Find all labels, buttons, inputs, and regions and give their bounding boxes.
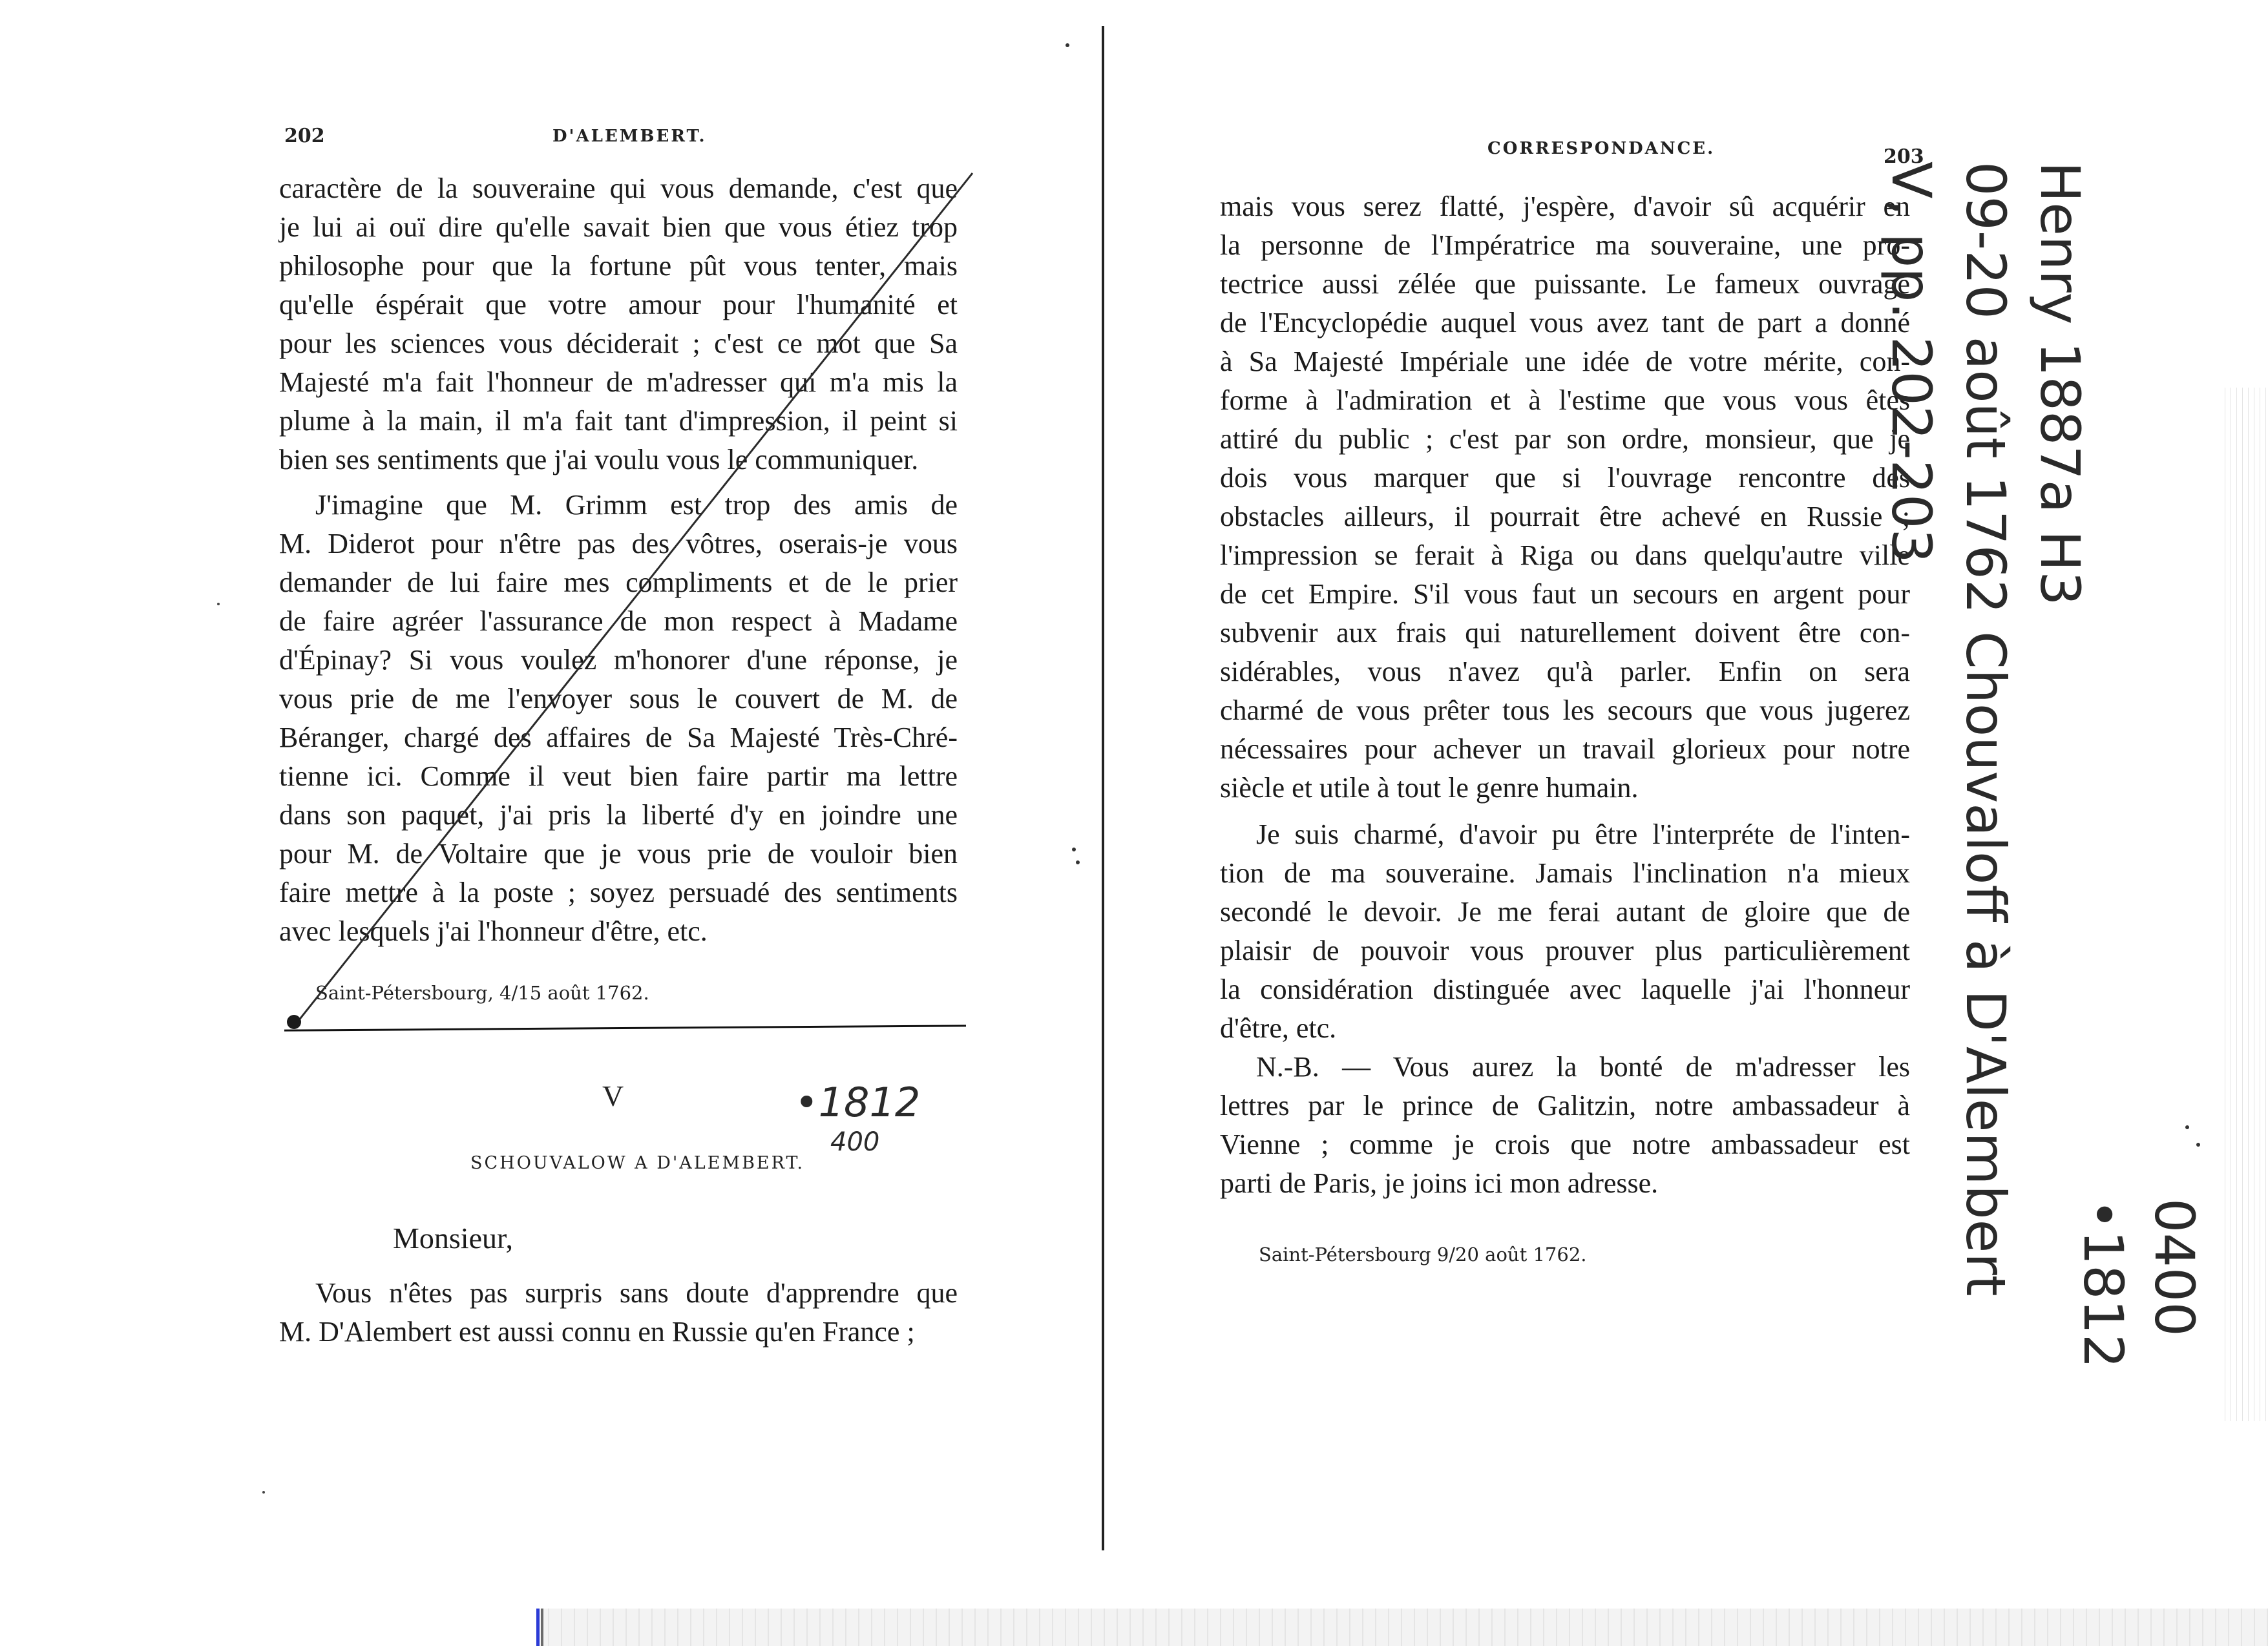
handwritten-sub-number: 400 bbox=[830, 1127, 880, 1157]
text-line: attiré du public ; c'est par son ordre, monsieur, que je bbox=[1220, 423, 1910, 455]
text-line: parti de Paris, je joins ici mon adresse. bbox=[1220, 1167, 1659, 1199]
text-line: plume à la main, il m'a fait tant d'impression, il peint si bbox=[279, 405, 958, 437]
text-line: J'imagine que M. Grimm est trop des amis de bbox=[315, 489, 958, 521]
handwritten-number: •1812 bbox=[795, 1079, 921, 1126]
marginal-line: V, pp. 202-203 bbox=[1880, 161, 1943, 563]
text-line: sidérables, vous n'avez qu'à parler. Enfin on sera bbox=[1220, 656, 1910, 687]
text-line: qu'elle éspérait que votre amour pour l'humanité et bbox=[279, 289, 958, 320]
text-line: faire mettre à la poste ; soyez persuadé des sentiments bbox=[279, 877, 958, 908]
text-line: tienne ici. Comme il veut bien faire partir ma lettre bbox=[279, 760, 958, 792]
text-line: siècle et utile à tout le genre humain. bbox=[1220, 772, 1639, 804]
text-line: l'impression se ferait à Riga ou dans quelqu'autre ville bbox=[1220, 539, 1910, 571]
marginal-line: 09-20 août 1762 Chouvaloff à D'Alembert bbox=[1954, 161, 2017, 1297]
text-line: dans son paquet, j'ai pris la liberté d'y en joindre une bbox=[279, 799, 958, 831]
text-line: N.-B. — Vous aurez la bonté de m'adresser les bbox=[1256, 1051, 1910, 1083]
salutation: Monsieur, bbox=[393, 1222, 513, 1255]
speck bbox=[217, 603, 220, 605]
left-running-head: D'ALEMBERT. bbox=[552, 127, 707, 146]
text-line: tion de ma souveraine. Jamais l'inclination n'a mieux bbox=[1220, 857, 1910, 889]
text-line: mais vous serez flatté, j'espère, d'avoir sû acquérir en bbox=[1220, 191, 1910, 222]
ink-blot bbox=[287, 1015, 301, 1029]
text-line: de faire agréer l'assurance de mon respect à Madame bbox=[279, 605, 958, 637]
text-line: M. D'Alembert est aussi connu en Russie qu'en France ; bbox=[279, 1316, 915, 1348]
text-line: Je suis charmé, d'avoir pu être l'interpréte de l'inten- bbox=[1256, 818, 1910, 850]
text-line: tectrice aussi zélée que puissante. Le fameux ouvrage bbox=[1220, 268, 1910, 300]
text-line: Béranger, chargé des affaires de Sa Majesté Très-Chré- bbox=[279, 722, 958, 753]
text-line: vous prie de me l'envoyer sous le couvert de M. de bbox=[279, 683, 958, 714]
text-line: obstacles ailleurs, il pourrait être achevé en Russie ; bbox=[1220, 501, 1910, 532]
text-line: Vienne ; comme je crois que notre ambassadeur est bbox=[1220, 1129, 1910, 1160]
speck bbox=[1076, 860, 1080, 864]
text-line: à Sa Majesté Impériale une idée de votre mérite, con- bbox=[1220, 346, 1910, 377]
text-line: demander de lui faire mes compliments et de le prier bbox=[279, 567, 958, 598]
letter-heading: SCHOUVALOW A D'ALEMBERT. bbox=[470, 1153, 805, 1173]
text-line: lettres par le prince de Galitzin, notre ambassadeur à bbox=[1220, 1090, 1910, 1121]
left-dateline: Saint-Pétersbourg, 4/15 août 1762. bbox=[315, 982, 649, 1004]
text-line: M. Diderot pour n'être pas des vôtres, oserais-je vous bbox=[279, 528, 958, 559]
text-line: la considération distinguée avec laquelle j'ai l'honneur bbox=[1220, 974, 1910, 1005]
text-line: pour M. de Voltaire que je vous prie de vouloir bien bbox=[279, 838, 958, 870]
text-line: subvenir aux frais qui naturellement doivent être con- bbox=[1220, 617, 1910, 649]
left-folio: 202 bbox=[284, 125, 325, 147]
marginal-number-line: 0400 bbox=[2143, 1198, 2206, 1337]
letter-number: V bbox=[602, 1079, 624, 1112]
right-folio: 203 bbox=[1884, 145, 1924, 168]
text-line: je lui ai ouï dire qu'elle savait bien que vous étiez trop bbox=[279, 211, 958, 243]
text-line: nécessaires pour achever un travail glorieux pour notre bbox=[1220, 733, 1910, 765]
right-running-head: CORRESPONDANCE. bbox=[1487, 139, 1716, 158]
text-line: bien ses sentiments que j'ai voulu vous le communiquer. bbox=[279, 444, 919, 475]
speck bbox=[262, 1491, 265, 1494]
text-line: secondé le devoir. Je me ferai autant de gloire que de bbox=[1220, 896, 1910, 928]
text-line: plaisir de pouvoir vous prouver plus particulièrement bbox=[1220, 935, 1910, 966]
speck bbox=[1072, 848, 1076, 851]
text-line: pour les sciences vous déciderait ; c'est ce mot que Sa bbox=[279, 328, 958, 359]
text-line: de cet Empire. S'il vous faut un secours en argent pour bbox=[1220, 578, 1910, 610]
text-line: Vous n'êtes pas surpris sans doute d'apprendre que bbox=[315, 1277, 958, 1309]
text-line: philosophe pour que la fortune pût vous tenter, mais bbox=[279, 250, 958, 282]
marginal-line: Henry 1887a H3 bbox=[2028, 161, 2092, 606]
text-line: Majesté m'a fait l'honneur de m'adresser qui m'a mis la bbox=[279, 366, 958, 398]
marginal-number-line: •1812 bbox=[2072, 1198, 2135, 1369]
speck bbox=[1066, 43, 1069, 47]
text-line: d'être, etc. bbox=[1220, 1012, 1337, 1044]
text-line: avec lesquels j'ai l'honneur d'être, etc. bbox=[279, 915, 708, 947]
text-line: caractère de la souveraine qui vous demande, c'est que bbox=[279, 172, 958, 204]
text-line: de l'Encyclopédie auquel vous avez tant de part a donné bbox=[1220, 307, 1910, 339]
text-line: forme à l'admiration et à l'estime que vous vous êtes bbox=[1220, 384, 1910, 416]
diagonal-strike-line bbox=[296, 173, 972, 1024]
text-line: d'Épinay? Si vous voulez m'honorer d'une réponse, je bbox=[279, 644, 958, 676]
right-dateline: Saint-Pétersbourg 9/20 août 1762. bbox=[1259, 1244, 1587, 1266]
speck bbox=[2196, 1143, 2200, 1147]
speck bbox=[2185, 1125, 2189, 1129]
text-line: charmé de vous prêter tous les secours que vous jugerez bbox=[1220, 694, 1910, 726]
text-line: la personne de l'Impératrice ma souveraine, une pro- bbox=[1220, 229, 1910, 261]
text-line: dois vous marquer que si l'ouvrage rencontre des bbox=[1220, 462, 1910, 494]
